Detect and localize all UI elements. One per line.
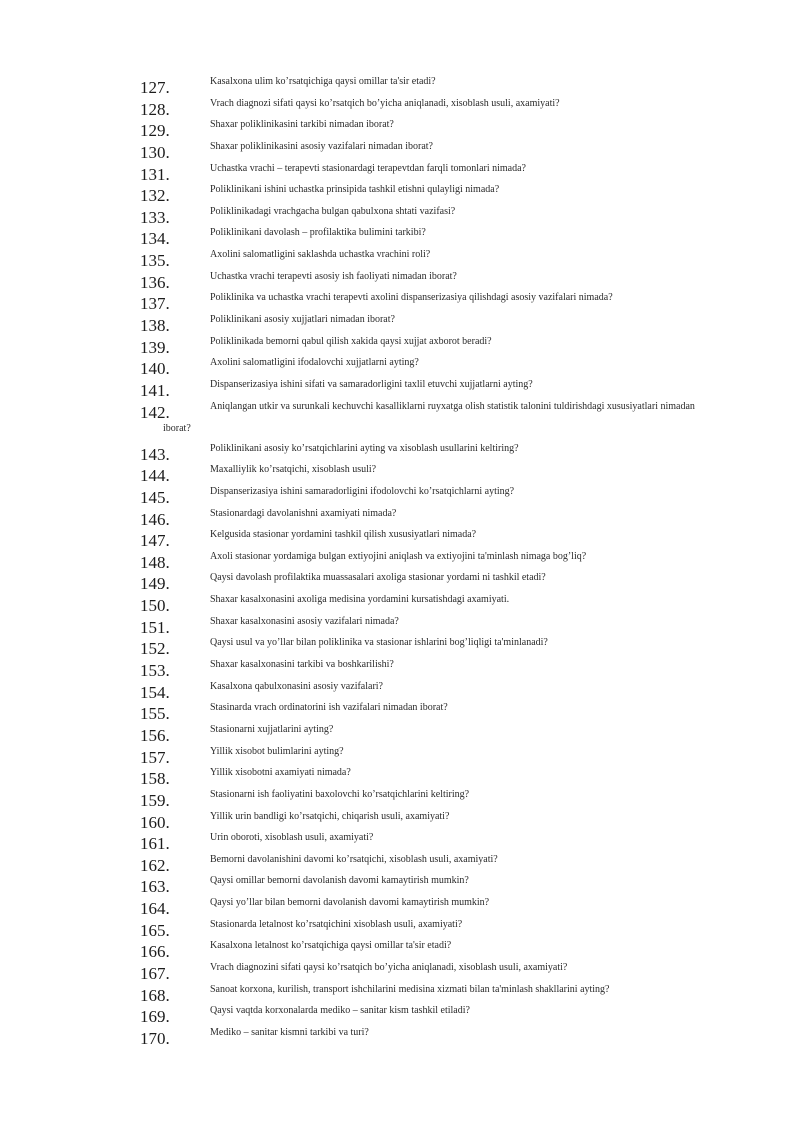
question-number: 127. (140, 78, 170, 97)
question-text (210, 572, 546, 584)
question-text (210, 443, 519, 455)
question-item (0, 722, 800, 744)
question-text-line: Kasalxona ulim ko’rsatqichiga qaysi omillar ta'sir etadi? (210, 76, 436, 87)
question-text (210, 464, 376, 476)
question-text-line: Urin oboroti, xisoblash usuli, axamiyati? (210, 832, 374, 844)
question-number: 129. (140, 121, 170, 141)
question-text-line: Axolini salomatligini ifodalovchi xujjatlarni ayting? (210, 357, 419, 369)
question-number: 150. (140, 596, 170, 616)
question-text (163, 400, 745, 435)
question-item (0, 117, 800, 139)
question-text (210, 811, 449, 823)
question-item (0, 312, 800, 334)
question-item (0, 787, 800, 809)
question-number: 144. (140, 466, 170, 486)
question-text (210, 1027, 369, 1039)
question-number: 163. (140, 877, 170, 897)
question-text-line: Uchastka vrachi – terapevti stasionardagi terapevtdan farqli tomonlari nimada? (210, 162, 526, 174)
question-text-line: Qaysi usul va yo’llar bilan poliklinika va stasionar ishlarini bog’liqligi ta'minlanadi? (210, 637, 548, 649)
question-text (210, 594, 509, 606)
question-number: 168. (140, 985, 170, 1005)
question-list (0, 74, 800, 1047)
question-text (210, 1005, 470, 1017)
question-number: 166. (140, 942, 170, 962)
question-number: 147. (140, 531, 170, 551)
question-text (210, 163, 526, 175)
question-item (0, 635, 800, 657)
question-text-line: Axoli stasionar yordamiga bulgan extiyojini aniqlash va extiyojini ta'minlash nimaga bog’liq? (210, 550, 587, 562)
question-item (0, 873, 800, 895)
question-item (0, 830, 800, 852)
question-item (0, 74, 800, 96)
question-text-line: Poliklinikani asosiy ko’rsatqichlarini ayting va xisoblash usullarini keltiring? (210, 442, 519, 454)
question-number: 139. (140, 337, 170, 357)
question-item (0, 269, 800, 291)
question-text-line: Shaxar kasalxonasini asosiy vazifalari nimada? (210, 615, 399, 627)
question-number: 133. (140, 207, 170, 227)
question-text-line: Uchastka vrachi terapevti asosiy ish faoliyati nimadan iborat? (210, 270, 457, 282)
question-text-line: Qaysi vaqtda korxonalarda mediko – sanitar kism tashkil etiladi? (210, 1005, 470, 1017)
question-item (0, 96, 800, 118)
question-text (210, 897, 489, 909)
question-number: 169. (140, 1007, 170, 1027)
question-item (0, 657, 800, 679)
question-text-line: Poliklinikani ishini uchastka prinsipida tashkil etishni qulayligi nimada? (210, 184, 500, 196)
question-text (210, 141, 433, 153)
question-number: 151. (140, 617, 170, 637)
question-text-line: Poliklinika va uchastka vrachi terapevti axolini dispanserizasiya qilishdagi asosiy vazifalari nimada? (210, 292, 613, 304)
question-text (210, 551, 586, 563)
question-item (0, 204, 800, 226)
question-text-line: Dispanserizasiya ishini samaradorligini ifodolovchi ko’rsatqichlarni ayting? (210, 485, 515, 497)
question-item (0, 570, 800, 592)
question-item (0, 938, 800, 960)
question-number: 153. (140, 661, 170, 681)
question-text (210, 767, 351, 779)
question-text-line: Shaxar poliklinikasini tarkibi nimadan iborat? (210, 119, 394, 131)
question-text (210, 227, 426, 239)
question-text-line: Shaxar poliklinikasini asosiy vazifalari nimadan iborat? (210, 140, 433, 152)
question-item (0, 355, 800, 377)
question-number: 160. (140, 812, 170, 832)
question-number: 141. (140, 380, 170, 400)
question-text-line: Poliklinikani asosiy xujjatlari nimadan iborat? (210, 314, 395, 326)
question-text-line: Stasionardagi davolanishni axamiyati nimada? (210, 507, 397, 519)
question-item (0, 225, 800, 247)
question-text (210, 875, 469, 887)
question-text-continuation: iborat? (163, 422, 191, 434)
question-item (0, 700, 800, 722)
question-text-line: Stasionarni xujjatlarini ayting? (210, 723, 334, 735)
question-item (0, 1003, 800, 1025)
question-item (0, 852, 800, 874)
question-text-line: Kasalxona qabulxonasini asosiy vazifalari? (210, 680, 383, 692)
question-text-line: Dispanserizasiya ishini sifati va samaradorligini taxlil etuvchi xujjatlarni ayting? (210, 378, 533, 390)
question-text-line: Aniqlangan utkir va surunkali kechuvchi kasalliklarni ruyxatga olish statistik talonini tuldirishdagi xususiyatlari nimadan (210, 400, 695, 412)
question-text (210, 854, 498, 866)
question-number: 156. (140, 725, 170, 745)
question-text-line: Maxalliylik ko’rsatqichi, xisoblash usuli? (210, 464, 377, 476)
question-number: 136. (140, 272, 170, 292)
question-number: 159. (140, 790, 170, 810)
question-text (210, 119, 394, 131)
question-item (0, 809, 800, 831)
question-item (0, 506, 800, 528)
question-text-line: Qaysi yo’llar bilan bemorni davolanish davomi kamaytirish mumkin? (210, 897, 490, 909)
question-text-line: Kelgusida stasionar yordamini tashkil qilish xususiyatlari nimada? (210, 529, 477, 541)
question-text-line: Qaysi davolash profilaktika muassasalari axoliga stasionar yordami ni tashkil etadi? (210, 572, 546, 584)
question-item (0, 182, 800, 204)
question-number: 165. (140, 920, 170, 940)
question-item (0, 960, 800, 982)
question-item (0, 895, 800, 917)
question-text (210, 98, 560, 110)
question-number: 154. (140, 682, 170, 702)
question-text (210, 832, 373, 844)
question-text (210, 962, 567, 974)
question-number: 152. (140, 639, 170, 659)
question-number: 149. (140, 574, 170, 594)
question-item (0, 399, 800, 441)
question-text-line: Shaxar kasalxonasini axoliga medisina yordamini kursatishdagi axamiyati. (210, 594, 510, 606)
question-text (210, 271, 457, 283)
question-item (0, 917, 800, 939)
question-text (210, 919, 462, 931)
question-number: 134. (140, 229, 170, 249)
question-text-line: Stasionarda letalnost ko’rsatqichini xisoblash usuli, axamiyati? (210, 918, 463, 930)
question-text-line: Mediko – sanitar kismni tarkibi va turi? (210, 1026, 369, 1038)
question-text (210, 789, 469, 801)
question-text (210, 184, 499, 196)
question-number: 130. (140, 142, 170, 162)
question-text (210, 249, 430, 261)
question-text-line: Stasionarni ish faoliyatini baxolovchi ko’rsatqichlarini keltiring? (210, 788, 470, 800)
question-item (0, 290, 800, 312)
question-number: 148. (140, 552, 170, 572)
question-text (210, 616, 399, 628)
question-item (0, 744, 800, 766)
question-number: 164. (140, 899, 170, 919)
question-number: 155. (140, 704, 170, 724)
question-text-line: Sanoat korxona, kurilish, transport ishchilarini medisina xizmati bilan ta'minlash shakllarini ayting? (210, 983, 610, 995)
question-number: 167. (140, 963, 170, 983)
question-text (210, 702, 448, 714)
question-item (0, 441, 800, 463)
question-text (210, 292, 613, 304)
question-text (210, 681, 383, 693)
question-number: 142. (140, 402, 170, 422)
question-text-line: Yillik xisobotni axamiyati nimada? (210, 767, 351, 779)
question-text (210, 940, 451, 952)
question-number: 131. (140, 164, 170, 184)
question-text (210, 659, 394, 671)
question-text-line: Vrach diagnozini sifati qaysi ko’rsatqich bo’yicha aniqlanadi, xisoblash usuli, axamiyati? (210, 961, 568, 973)
question-item (0, 161, 800, 183)
question-item (0, 462, 800, 484)
question-item (0, 614, 800, 636)
question-item (0, 592, 800, 614)
question-text-line: Shaxar kasalxonasini tarkibi va boshkarilishi? (210, 659, 394, 671)
question-text (210, 508, 396, 520)
question-text (210, 486, 514, 498)
question-number: 162. (140, 855, 170, 875)
question-number: 161. (140, 834, 170, 854)
question-item (0, 334, 800, 356)
question-number: 135. (140, 251, 170, 271)
question-text (210, 724, 333, 736)
question-item (0, 139, 800, 161)
question-item (0, 527, 800, 549)
question-text-line: Poliklinikada bemorni qabul qilish xakida qaysi xujjat axborot beradi? (210, 335, 492, 347)
question-number: 140. (140, 359, 170, 379)
question-text (210, 336, 492, 348)
question-text-line: Axolini salomatligini saklashda uchastka vrachini roli? (210, 249, 431, 261)
question-item (0, 982, 800, 1004)
question-item (0, 549, 800, 571)
question-text-line: Yillik xisobot bulimlarini ayting? (210, 745, 344, 757)
question-text-line: Stasinarda vrach ordinatorini ish vazifalari nimadan iborat? (210, 702, 448, 714)
question-text (210, 529, 476, 541)
question-text-line: Poliklinikani davolash – profilaktika bulimini tarkibi? (210, 227, 426, 239)
question-text-line: Yillik urin bandligi ko’rsatqichi, chiqarish usuli, axamiyati? (210, 810, 450, 822)
question-text (210, 357, 419, 369)
question-number: 132. (140, 186, 170, 206)
question-item (0, 1025, 800, 1047)
question-number: 137. (140, 294, 170, 314)
question-item (0, 247, 800, 269)
question-text (210, 314, 395, 326)
question-number: 128. (140, 99, 170, 119)
question-number: 157. (140, 747, 170, 767)
question-item (0, 765, 800, 787)
question-text-line: Kasalxona letalnost ko’rsatqichiga qaysi omillar ta'sir etadi? (210, 940, 452, 952)
question-text (210, 637, 548, 649)
question-number: 170. (140, 1028, 170, 1048)
question-text (210, 206, 455, 218)
question-text-line: Poliklinikadagi vrachgacha bulgan qabulxona shtati vazifasi? (210, 205, 456, 217)
question-text-line: Bemorni davolanishini davomi ko’rsatqichi, xisoblash usuli, axamiyati? (210, 853, 498, 865)
question-text (210, 746, 344, 758)
question-number: 138. (140, 316, 170, 336)
question-item (0, 679, 800, 701)
question-number: 145. (140, 487, 170, 507)
question-number: 158. (140, 769, 170, 789)
question-text-line: Qaysi omillar bemorni davolanish davomi kamaytirish mumkin? (210, 875, 469, 887)
question-number: 146. (140, 509, 170, 529)
question-item (0, 484, 800, 506)
question-number: 143. (140, 444, 170, 464)
question-item (0, 377, 800, 399)
question-text (210, 76, 436, 88)
question-text (210, 379, 533, 391)
question-text (210, 984, 610, 996)
question-text-line: Vrach diagnozi sifati qaysi ko’rsatqich bo’yicha aniqlanadi, xisoblash usuli, axamiyati? (210, 97, 560, 109)
